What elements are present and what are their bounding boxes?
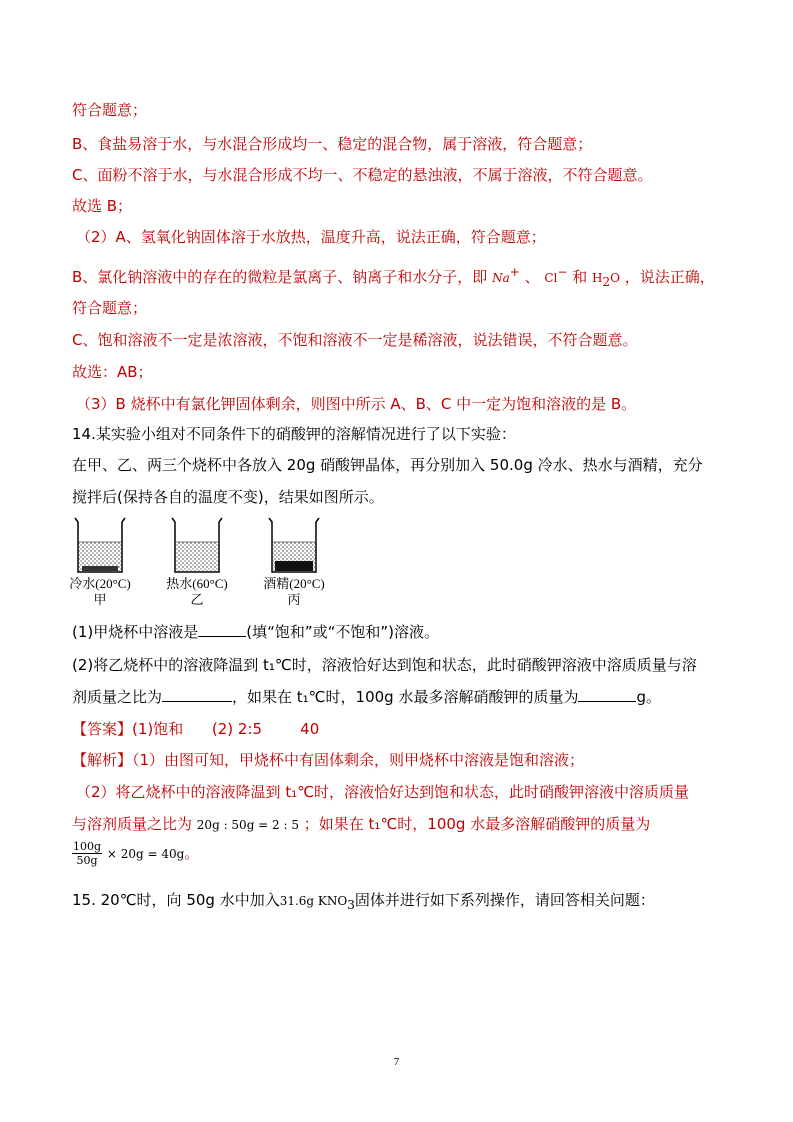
math-cl: Cl <box>544 271 558 285</box>
text-span: 和 <box>572 268 588 286</box>
beaker-figure <box>70 514 340 614</box>
answer-line <box>72 719 319 739</box>
answer-blank <box>578 687 636 702</box>
text-line <box>72 814 650 835</box>
text-line: 符合题意； <box>72 299 148 317</box>
text-line <box>72 622 439 642</box>
text-line <box>72 838 199 869</box>
page-number: 7 <box>393 1056 400 1068</box>
answer-blank <box>162 687 232 702</box>
beaker-name: 甲 <box>93 592 107 607</box>
text-span: ，说法正确， <box>624 268 715 286</box>
analysis-line <box>72 750 584 770</box>
analysis-text: （1）由图可知，甲烧杯中有固体剩余，则甲烧杯中溶液是饱和溶液； <box>132 751 585 769</box>
math-na: Na <box>492 271 510 285</box>
math-kno3: 31.6g KNO <box>279 894 348 908</box>
beaker-condition: 酒精(20°C) <box>263 576 325 591</box>
math-ratio: 20g : 50g = 2 : 5 <box>196 818 299 832</box>
text-span: (1)甲烧杯中溶液是 <box>72 623 199 641</box>
text-line: （2）将乙烧杯中的溶液降温到 t₁℃时，溶液恰好达到饱和状态，此时硝酸钾溶液中溶质质量 <box>76 783 690 801</box>
question-15-title <box>72 890 655 915</box>
answer-text: (1)饱和 (2) 2:5 40 <box>132 720 320 738</box>
math-sup: − <box>557 265 568 279</box>
text-line: C、面粉不溶于水，与水混合形成不均一、不稳定的悬浊液，不属于溶液，不符合题意。 <box>72 166 653 184</box>
text-span: 、 <box>524 268 540 286</box>
math-o: O <box>610 271 620 285</box>
math-sup: + <box>509 265 520 279</box>
fraction-numerator: 100g <box>73 840 102 853</box>
beaker-condition: 冷水(20°C) <box>69 576 131 591</box>
math-product: × 20g = 40g <box>106 847 185 861</box>
beaker-alcohol <box>269 518 319 572</box>
answer-tag: 【答案】 <box>72 720 133 738</box>
text-line: B、食盐易溶于水，与水混合形成均一、稳定的混合物，属于溶液，符合题意； <box>72 135 593 153</box>
text-line: 符合题意； <box>72 101 148 119</box>
text-span: (填“饱和”或“不饱和”)溶液。 <box>246 623 440 641</box>
text-span: 与溶剂质量之比为 <box>72 815 193 833</box>
answer-blank <box>198 622 246 637</box>
fraction-denominator: 50g <box>76 854 98 867</box>
text-span: 剂质量之比为 <box>72 688 163 706</box>
beaker-label-1 <box>62 576 138 608</box>
text-span: 15. 20℃时，向 50g 水中加入 <box>72 891 280 909</box>
beakers-drawing <box>70 514 340 576</box>
text-line: 搅拌后(保持各自的温度不变)，结果如图所示。 <box>72 488 384 506</box>
text-line: 故选：AB； <box>72 363 153 381</box>
text-line: C、饱和溶液不一定是浓溶液，不饱和溶液不一定是稀溶液，说法错误，不符合题意。 <box>72 331 638 349</box>
text-line: (2)将乙烧杯中的溶液降温到 t₁℃时，溶液恰好达到饱和状态，此时硝酸钾溶液中溶质质量与溶 <box>72 656 697 674</box>
beaker-hot-water <box>172 518 222 572</box>
math-sub: 2 <box>602 275 611 289</box>
text-line: （3）B 烧杯中有氯化钾固体剩余，则图中所示 A、B、C 中一定为饱和溶液的是 B。 <box>76 395 637 413</box>
text-line: 在甲、乙、两三个烧杯中各放入 20g 硝酸钾晶体，再分别加入 50.0g 冷水、热水与酒精，充分 <box>72 456 703 474</box>
text-span: g。 <box>636 688 661 706</box>
beaker-name: 乙 <box>190 592 204 607</box>
text-line <box>72 687 661 707</box>
beaker-label-2 <box>159 576 235 608</box>
math-fraction <box>72 840 102 867</box>
text-line <box>72 262 715 292</box>
beaker-name: 丙 <box>287 592 301 607</box>
text-line: 故选 B； <box>72 197 133 215</box>
analysis-tag: 【解析】 <box>72 751 133 769</box>
question-14-title: 14.某实验小组对不同条件下的硝酸钾的溶解情况进行了以下实验： <box>72 425 516 443</box>
text-span: B、氯化钠溶液中的存在的微粒是氯离子、钠离子和水分子，即 <box>72 268 488 286</box>
math-sub: 3 <box>347 898 355 912</box>
text-span: 固体并进行如下系列操作，请回答相关问题： <box>354 891 655 909</box>
beaker-cold-water <box>75 518 125 572</box>
beaker-condition: 热水(60°C) <box>166 576 228 591</box>
text-line: （2）A、氢氧化钠固体溶于水放热，温度升高，说法正确，符合题意； <box>76 228 546 246</box>
math-h: H <box>592 271 603 285</box>
text-span: ；如果在 t₁℃时，100g 水最多溶解硝酸钾的质量为 <box>303 815 651 833</box>
beaker-label-3 <box>256 576 332 608</box>
text-span: 。 <box>184 844 200 862</box>
text-span: ，如果在 t₁℃时，100g 水最多溶解硝酸钾的质量为 <box>232 688 579 706</box>
